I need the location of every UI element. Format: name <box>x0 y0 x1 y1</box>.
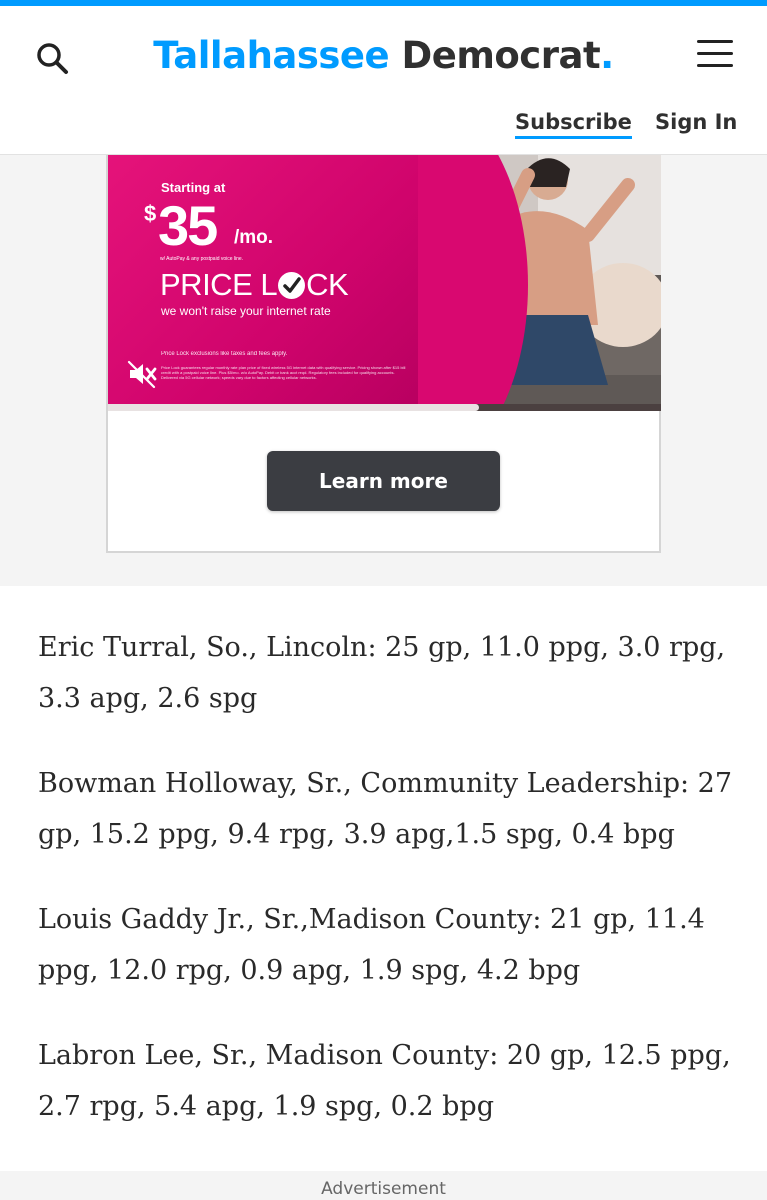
hamburger-menu-icon[interactable] <box>697 40 733 70</box>
logo-dot: . <box>600 34 614 77</box>
logo-paper: Democrat <box>401 34 601 77</box>
speaker-muted-icon[interactable] <box>126 358 158 390</box>
logo-city: Tallahassee <box>153 34 390 77</box>
ad-section <box>0 155 767 586</box>
video-progress-bar <box>108 404 479 411</box>
ad-starting-at: Starting at <box>161 180 226 195</box>
checkmark-icon <box>278 272 305 299</box>
price-lock-text-pre: PRICE L <box>160 267 278 302</box>
site-header <box>0 6 767 155</box>
article-paragraph: Eric Turral, So., Lincoln: 25 gp, 11.0 ppg, 3.0 rpg, 3.3 apg, 2.6 spg <box>38 632 726 714</box>
ad-legal-text: Price Lock guarantees regular monthly rate plan price of fixed wireless 5G internet data with qualifying service. Pricing shown after $15 bill credit with a postpaid voice line. Plus $5/mo. w/o AutoPay. Debit or bank acct reqd. Regulatory fees included for qualifying accounts. Delivered via 5G cellular network; speeds vary due to factors affecting cellular networks. <box>161 365 406 380</box>
ad-autopay-note: w/ AutoPay & any postpaid voice line. <box>160 256 244 262</box>
article-paragraph: Labron Lee, Sr., Madison County: 20 gp, 12.5 ppg, 2.7 rpg, 5.4 apg, 1.9 spg, 0.2 bpg <box>38 1040 731 1122</box>
advertisement-label: Advertisement <box>0 1171 767 1200</box>
ad-video[interactable] <box>108 155 661 411</box>
price-lock-text-post: CK <box>306 267 349 302</box>
article-body <box>38 622 738 1166</box>
ad-price-unit: /mo. <box>234 227 274 248</box>
video-ad-card <box>106 155 661 553</box>
site-logo[interactable] <box>0 34 767 77</box>
ad-fine-print: Price Lock exclusions like taxes and fees apply. <box>161 351 288 357</box>
ad-tagline: we won't raise your internet rate <box>161 304 331 318</box>
ad-price-dollar: $ <box>144 201 157 226</box>
sign-in-link[interactable]: Sign In <box>655 110 738 134</box>
subscribe-link[interactable]: Subscribe <box>515 110 632 139</box>
article-paragraph: Bowman Holloway, Sr., Community Leadership: 27 gp, 15.2 ppg, 9.4 rpg, 3.9 apg,1.5 spg, 0.4 bpg <box>38 768 733 850</box>
ad-price-lock-headline <box>160 267 348 303</box>
ad-price-amount: 35 <box>158 194 217 257</box>
article-paragraph: Louis Gaddy Jr., Sr.,Madison County: 21 gp, 11.4 ppg, 12.0 rpg, 0.9 apg, 1.9 spg, 4.2 bpg <box>38 904 705 986</box>
learn-more-button[interactable]: Learn more <box>267 451 500 511</box>
